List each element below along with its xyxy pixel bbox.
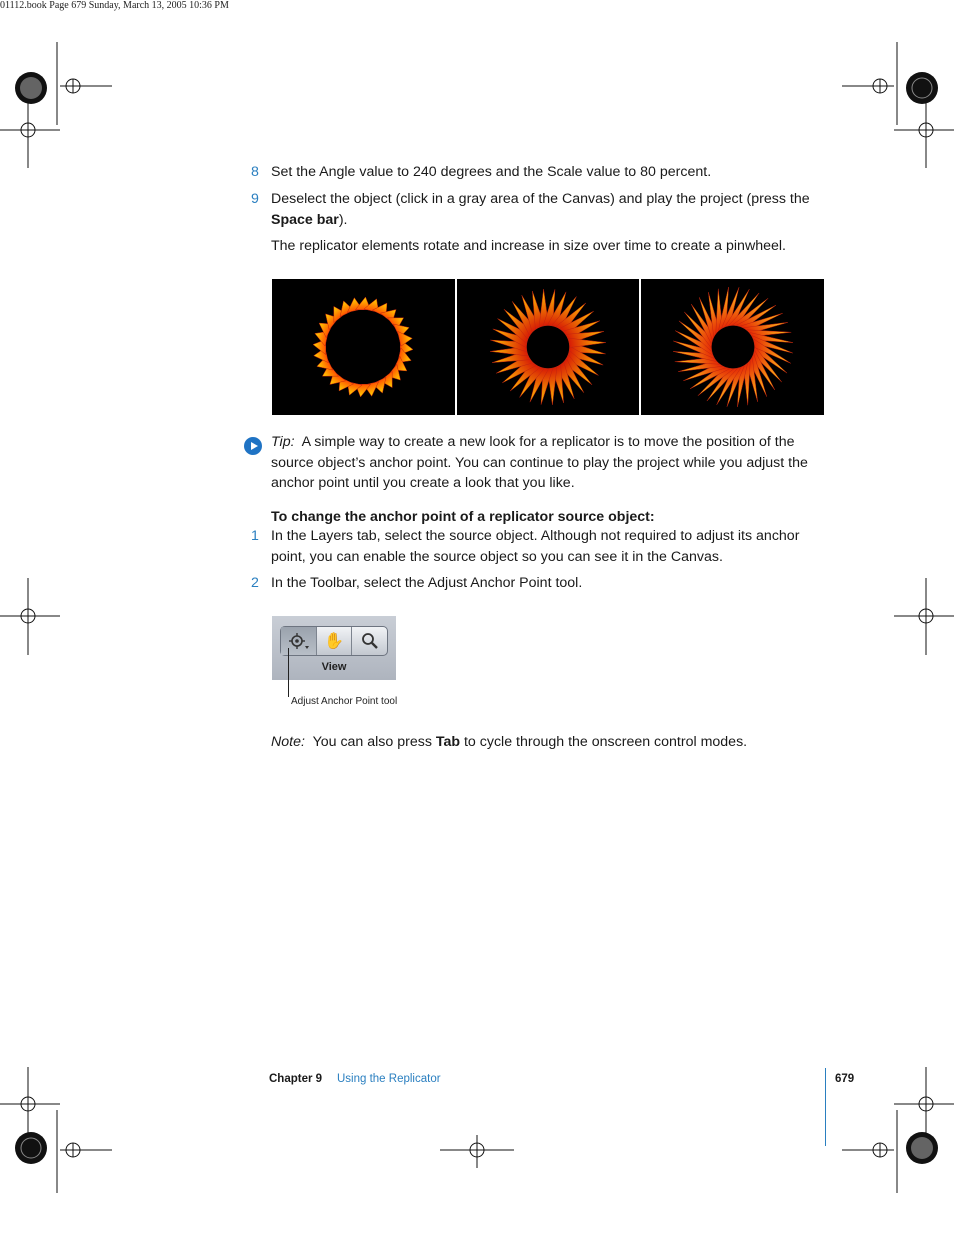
note-label: Note: xyxy=(271,734,305,750)
pinwheel-frame-1 xyxy=(272,279,455,415)
step-number: 2 xyxy=(251,575,259,591)
tip-label: Tip: xyxy=(271,434,295,450)
view-group-label: View xyxy=(321,661,347,673)
step-text: In the Layers tab, select the source object. Although not required to adjust its anchor point, you can enable the source object so you can see it in the Canvas. xyxy=(271,528,800,565)
note-text-post: to cycle through the onscreen control modes. xyxy=(460,734,748,750)
pinwheel-ring-medium xyxy=(488,287,608,407)
page-number: 679 xyxy=(835,1073,855,1085)
tip-text: A simple way to create a new look for a replicator is to move the position of the source object’s anchor point. You can continue to play the project while you adjust the anchor point until you create a look that you like. xyxy=(271,434,808,491)
footer-chapter-title: Using the Replicator xyxy=(337,1073,441,1085)
note-text-pre: You can also press xyxy=(312,734,436,750)
pinwheel-frame-3 xyxy=(641,279,824,415)
hand-icon: ✋ xyxy=(317,627,353,655)
step-text: In the Toolbar, select the Adjust Anchor Point tool. xyxy=(271,575,583,591)
key-name: Space bar xyxy=(271,211,339,228)
footer-divider xyxy=(825,1068,826,1146)
key-name: Tab xyxy=(435,734,461,750)
step-text-pre: Deselect the object (click in a gray area of the Canvas) and play the project (press the xyxy=(271,191,810,207)
zoom-magnifier-icon xyxy=(352,627,387,655)
pinwheel-image-strip xyxy=(272,279,824,415)
procedure-heading: To change the anchor point of a replicator source object: xyxy=(271,509,655,525)
result-paragraph: The replicator elements rotate and increase in size over time to create a pinwheel. xyxy=(271,238,786,254)
toolbar-screenshot xyxy=(272,616,396,680)
pinwheel-frame-2 xyxy=(457,279,640,415)
callout-line xyxy=(288,648,289,697)
step-text-post: ). xyxy=(338,211,348,228)
note-paragraph xyxy=(271,732,831,753)
view-tool-group xyxy=(280,626,388,656)
step-number: 1 xyxy=(251,528,259,544)
pinwheel-ring-full xyxy=(671,285,795,409)
step-text xyxy=(271,189,831,230)
adjust-anchor-point-icon xyxy=(281,627,317,655)
callout-label: Adjust Anchor Point tool xyxy=(291,696,398,707)
step-text: Set the Angle value to 240 degrees and the Scale value to 80 percent. xyxy=(271,164,712,180)
tip-arrow-icon xyxy=(244,437,262,455)
pinwheel-ring-thin xyxy=(308,292,418,402)
footer-chapter: Chapter 9 xyxy=(269,1073,323,1085)
step-number: 9 xyxy=(251,191,259,207)
print-header: 01112.book Page 679 Sunday, March 13, 2005 10:36 PM xyxy=(0,0,229,11)
step-number: 8 xyxy=(251,164,259,180)
tip-paragraph xyxy=(271,432,831,494)
